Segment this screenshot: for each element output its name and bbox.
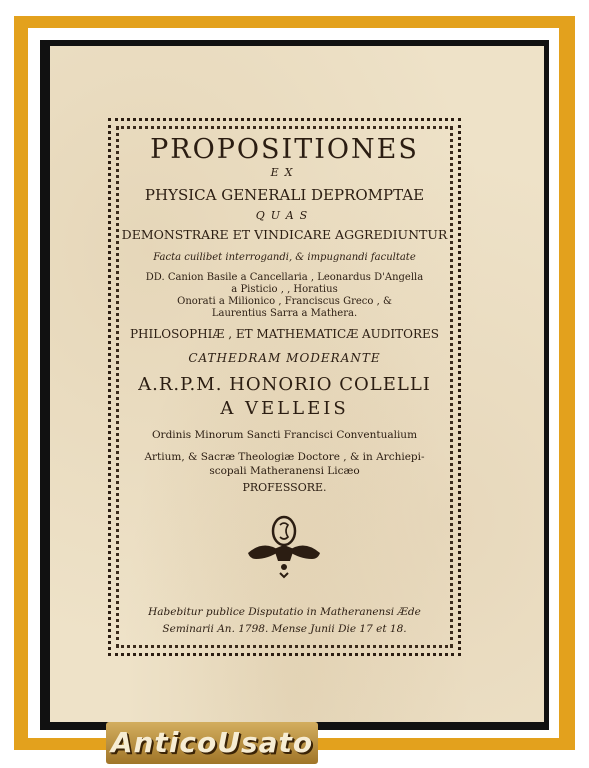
watermark-logo: AnticoUsato xyxy=(110,726,314,759)
auditores-line: PHILOSOPHIÆ , ET MATHEMATICÆ AUDITORES xyxy=(129,327,440,341)
demonstrare-line: DEMONSTRARE ET VINDICARE AGGREDIUNTUR xyxy=(121,227,448,242)
cathedram-line: CATHEDRAM MODERANTE xyxy=(188,351,381,365)
names-line: a Pisticio , , Horatius xyxy=(231,284,338,295)
ex-line: EX xyxy=(270,166,299,179)
date-line: Seminarii An. 1798. Mense Junii Die 17 et 18. xyxy=(162,623,407,635)
subtitle-line: PHYSICA GENERALI DEPROMPTAE xyxy=(144,186,425,204)
ornament-icon xyxy=(244,515,324,579)
facta-line: Facta cuilibet interrogandi, & impugnandi facultate xyxy=(153,252,416,263)
names-line: Laurentius Sarra a Mathera. xyxy=(211,308,358,319)
watermark-banner xyxy=(106,722,318,764)
professor-origin: A VELLEIS xyxy=(220,398,349,419)
names-line: Onorati a Milionico , Franciscus Greco , & xyxy=(177,296,392,307)
title-page xyxy=(118,130,451,642)
professore-line: PROFESSORE. xyxy=(242,481,327,494)
professor-name: A.R.P.M. HONORIO COLELLI xyxy=(138,374,431,395)
artium-line: Artium, & Sacræ Theologiæ Doctore , & in Archiepi- xyxy=(144,451,425,463)
page-title: PROPOSITIONES xyxy=(150,134,419,165)
habebitur-line: Habebitur publice Disputatio in Matheranensi Æde xyxy=(148,606,421,618)
quas-line: QUAS xyxy=(255,209,314,222)
scopali-line: scopali Matheranensi Licæo xyxy=(209,465,360,477)
ordinis-line: Ordinis Minorum Sancti Francisci Conventualium xyxy=(151,429,418,441)
names-line: DD. Canion Basile a Cancellaria , Leonardus D'Angella xyxy=(145,272,424,283)
